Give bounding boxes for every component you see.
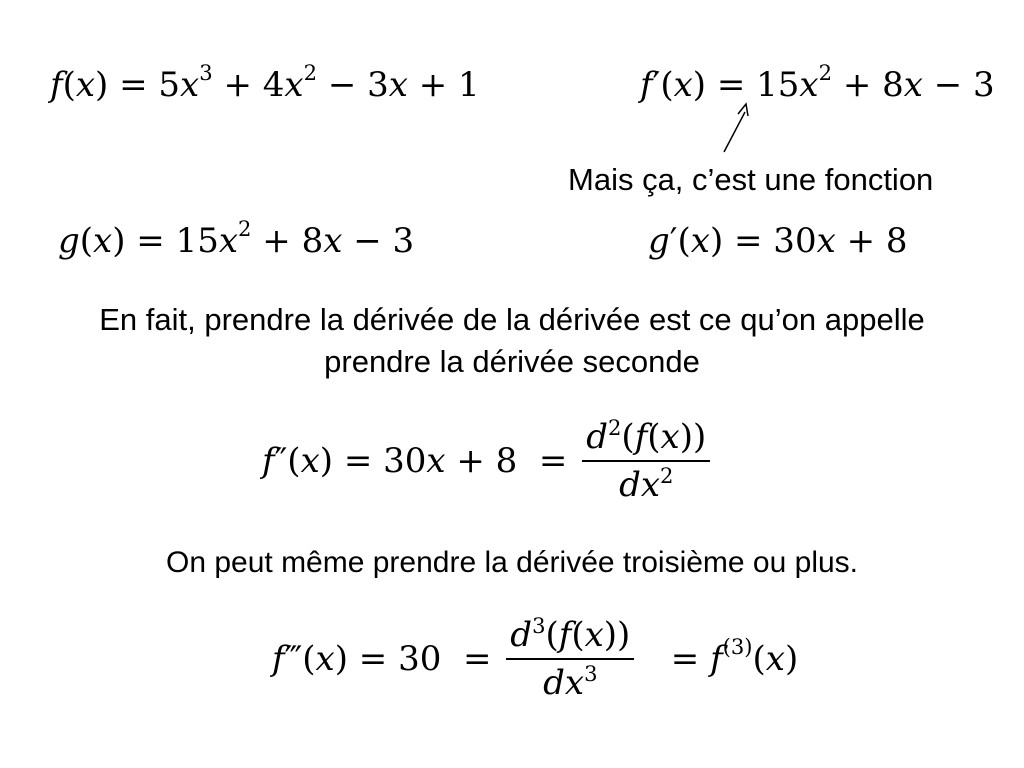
paragraph-line-2: prendre la dérivée seconde	[324, 344, 700, 379]
equation-f: $f(x) = 5x^3 + 4x^2 - 3x + 1$	[50, 60, 480, 105]
equation-second-derivative: f″(x) = 30x + 8 = $\frac{d^2(f(x))}{dx^2}$	[262, 420, 714, 502]
annotation-text: Mais ça, c’est une fonction	[568, 162, 934, 197]
paragraph-line-1: En fait, prendre la dérivée de la dérivée est ce qu’on appelle	[99, 302, 925, 337]
equation-g: $g(x) = 15x^2 + 8x - 3$	[58, 216, 415, 261]
sentence-third-derivative: On peut même prendre la dérivée troisième ou plus.	[165, 546, 859, 579]
equation-third-derivative: f‴(x) = 30 = $\frac{d^3(f(x))}{dx^3}$ = $f^{(3)}(x)$	[272, 613, 799, 703]
equation-f-prime: $f'(x) = 15x^2 + 8x - 3$	[640, 60, 995, 105]
equation-g-prime: g′(x) = 30x + 8	[648, 221, 908, 261]
